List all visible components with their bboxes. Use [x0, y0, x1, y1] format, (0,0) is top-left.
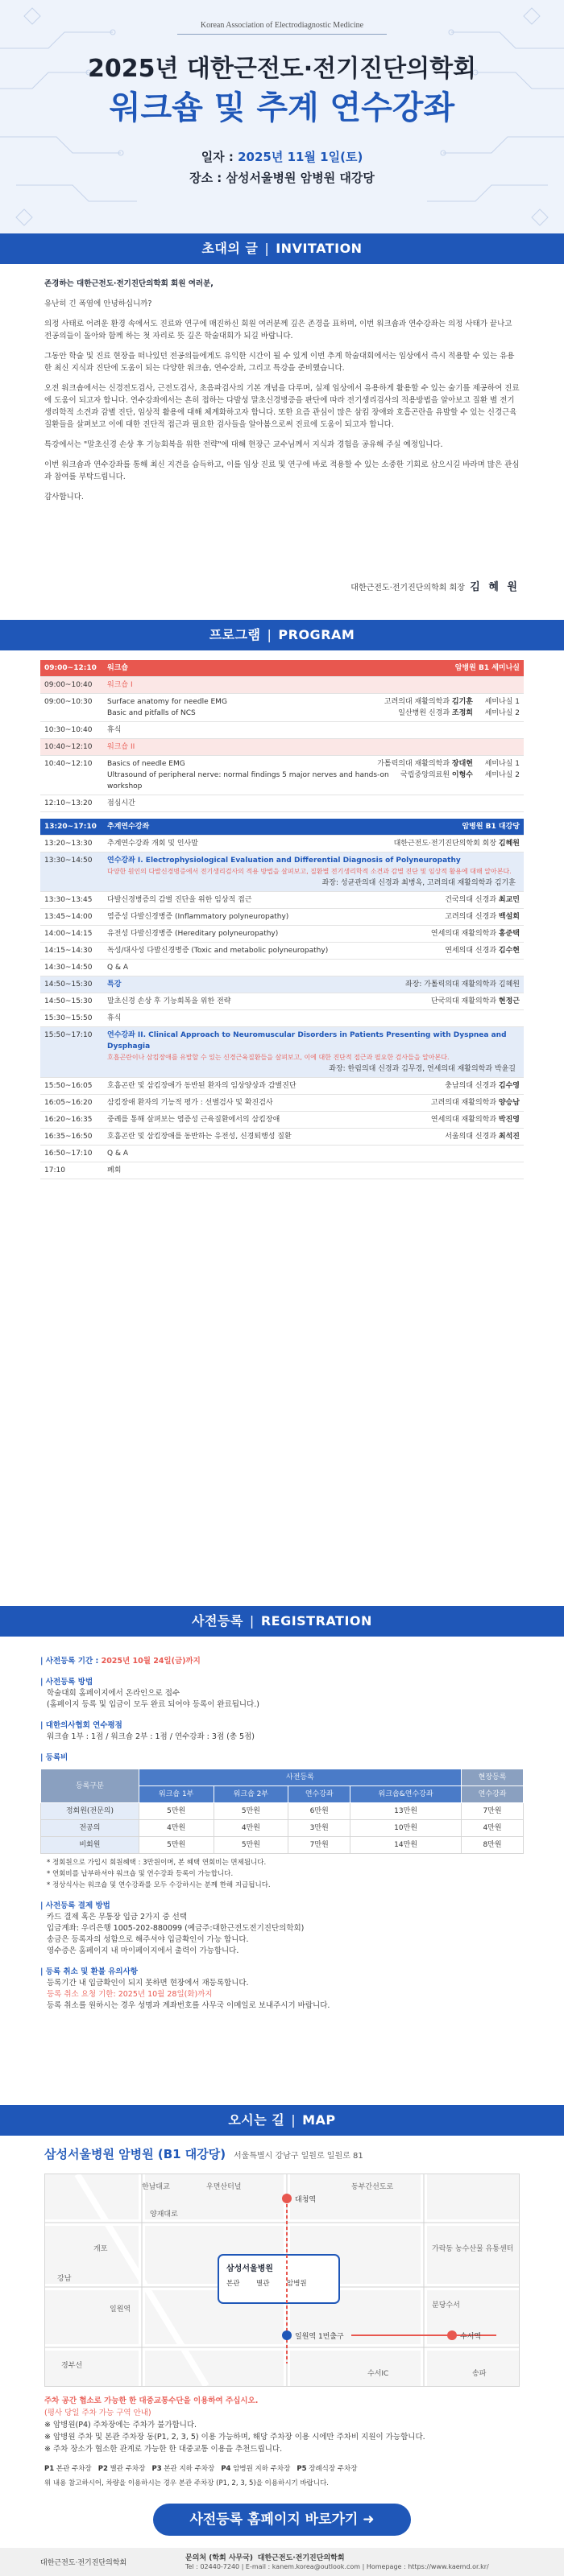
speaker-name: 김혜원 — [498, 840, 520, 848]
header-banner — [0, 0, 564, 233]
parking-line: 주차 공간 협소로 가능한 한 대중교통수단을 이용하여 주십시오. — [44, 2396, 259, 2405]
ilwon-marker — [282, 2330, 292, 2340]
column-header: 연수강좌 — [462, 1786, 524, 1803]
map-address: 서울특별시 강남구 일원로 일원로 81 — [234, 2152, 363, 2161]
time: 15:50~17:10 — [44, 1031, 93, 1039]
credit-text: 워크숍 1부 : 1점 / 워크숍 2부 : 1점 / 연수강좌 : 3점 (총 5점) — [47, 1732, 255, 1741]
cancel-line: 등록기간 내 입금확인이 되지 못하면 현장에서 재등록합니다. — [47, 1979, 249, 1988]
table-row — [41, 1837, 524, 1854]
lecture-title: 말초신경 손상 후 기능회복을 위한 전략 — [107, 997, 231, 1005]
speaker-name: 김수영 — [498, 1082, 520, 1090]
label-text: 사전등록 방법 — [45, 1678, 93, 1686]
speaker-affiliation: 연세의대 재활의학과 — [430, 1116, 497, 1124]
table-row — [40, 1010, 524, 1027]
time: 14:15~14:30 — [44, 947, 93, 955]
legend-text: 본관 주차장 — [56, 2465, 92, 2473]
legend-key: P4 — [221, 2465, 231, 2473]
lecture-title: 독성/대사성 다발신경병증 (Toxic and metabolic polyneuropathy) — [107, 947, 329, 955]
parking-line: ※ 암병원 주차 및 본관 주차장 동(P1, 2, 3, 5) 이용 가능하며, 해당 주차장 이용 시에만 주차비 지원이 가능합니다. — [44, 2433, 425, 2442]
lecture-title: 추계연수강좌 개회 및 인사말 — [107, 840, 198, 848]
section-title-en: MAP — [302, 2112, 336, 2128]
method-label: | 사전등록 방법 — [40, 1678, 93, 1686]
column-header: 연수강좌 — [288, 1786, 350, 1803]
cell: 5만원 — [139, 1837, 214, 1854]
parking-line: (평사 당일 주차 가능 구역 안내) — [44, 2409, 151, 2417]
session-items — [103, 694, 524, 721]
section-title: 초대의 글 — [201, 241, 259, 256]
period-value: 2025년 10월 24일(금)까지 — [101, 1657, 201, 1666]
speaker-name: 홍준택 — [498, 930, 520, 938]
lecture-title: 다발신경병증의 감별 진단을 위한 임상적 접근 — [107, 896, 252, 904]
table-row — [40, 1129, 524, 1146]
footer-tel: Tel : 02440-7240 | E-mail : kanem.korea@outlook.com | Homepage : https://www.kaemd.or.kr/ — [185, 2563, 489, 2570]
date-value: 2025년 11월 1일(토) — [238, 150, 363, 164]
room: 세미나실 2 — [484, 771, 520, 779]
time: 13:30~14:50 — [44, 857, 93, 865]
table-row — [40, 976, 524, 993]
signer-title: 대한근전도·전기진단의학회 회장 — [350, 584, 465, 592]
campus-legend — [44, 2463, 520, 2487]
room: 암병원 B1 세미나실 — [454, 664, 520, 672]
speaker-name: 장대현 — [451, 760, 473, 768]
time: 14:30~14:50 — [44, 964, 93, 972]
speaker-affiliation: 국립중앙의료원 — [400, 771, 450, 779]
column-header: 등록구분 — [41, 1769, 139, 1803]
pay-label: | 사전등록 결제 방법 — [40, 1901, 110, 1910]
table-row — [40, 1095, 524, 1112]
legend-p1 — [44, 2465, 92, 2473]
cell: 전공의 — [41, 1820, 139, 1837]
lecture-title: Surface anatomy for needle EMG — [107, 698, 227, 706]
area-map — [44, 2174, 520, 2387]
time: 09:00~10:30 — [44, 698, 93, 706]
paragraph: 감사합니다. — [44, 493, 84, 502]
legend-key: P1 — [44, 2465, 55, 2473]
map-label: 일원역 — [110, 2306, 131, 2314]
speaker-name: 김수현 — [498, 947, 520, 955]
break: 휴식 — [107, 1014, 122, 1022]
table-row — [40, 739, 524, 756]
pay-line: 입금계좌: 우리은행 1005-202-880099 (예금주:대한근전도전기진단의학회) — [47, 1924, 305, 1933]
lecture-title: 호흡곤란 및 삼킴장애가 동반된 환자의 임상양상과 감별진단 — [107, 1082, 297, 1090]
map-label: 수서역 — [460, 2333, 482, 2341]
column-header: 워크숍&연수강좌 — [350, 1786, 462, 1803]
cell: 4만원 — [139, 1820, 214, 1837]
lecture-title: 중례를 통해 살펴보는 염증성 근육질환에서의 삼킴장애 — [107, 1116, 280, 1124]
lecture-title: Ultrasound of peripheral nerve: normal findings 5 major nerves and hands-on workshop — [107, 771, 389, 791]
invitation-body — [44, 278, 520, 511]
speaker-affiliation: 건국의대 신경과 — [445, 896, 497, 904]
time: 15:50~16:05 — [44, 1082, 93, 1090]
map-label: 동부간선도로 — [351, 2183, 394, 2191]
cell: 6만원 — [288, 1803, 350, 1820]
paragraph: 의정 사태로 어려운 환경 속에서도 진료와 연구에 매진하신 회원 여러분께 깊은 존경을 표하며, 이번 워크숍과 연수강좌는 의정 사태가 끝나고 전공의들이 돌아와 함께 하는 첫 자리로 뜻 깊은 학술대회가 되길 바랍니다. — [44, 320, 512, 341]
session-title: 특강 — [107, 980, 122, 989]
map-label: 양재대로 — [150, 2211, 178, 2219]
program-table — [40, 660, 524, 1179]
cell: 5만원 — [214, 1803, 288, 1820]
lecture-title: 삼킴장애 환자의 기능적 평가 : 선별검사 및 확진검사 — [107, 1099, 273, 1107]
event-title-line1: 2025년 대한근전도·전기진단의학회 — [87, 55, 477, 83]
map-label: 한남대교 — [142, 2183, 170, 2191]
session-description: 다양한 원인의 다발신경병증에서 전기생리검사의 적용 방법을 살펴보고, 질환별 전기생리학적 소견과 감별 진단 및 임상적 활용에 대해 알아본다. — [107, 868, 512, 875]
credit-label: | 대한의사협회 연수평점 — [40, 1721, 122, 1730]
map-label: 삼성서울병원 — [226, 2264, 273, 2273]
chair: 좌장: 성균관의대 신경과 최병옥, 고려의대 재활의학과 김기훈 — [321, 879, 516, 887]
time: 09:00~12:10 — [44, 664, 97, 672]
closing: 폐회 — [107, 1166, 122, 1174]
speaker-name: 최석진 — [498, 1133, 520, 1141]
room: 세미나실 2 — [484, 709, 520, 717]
session-title: 연수강좌 I. Electrophysiological Evaluation and Differential Diagnosis of Polyneuropathy — [107, 857, 461, 865]
legend-text: 장례식장 주차장 — [309, 2465, 358, 2473]
cell: 비회원 — [41, 1837, 139, 1854]
table-row — [40, 1162, 524, 1179]
map-label: 가락동 농수산물 유통센터 — [432, 2245, 514, 2253]
speaker-name: 현정근 — [498, 997, 520, 1005]
legend-text: 본관 지하 주차장 — [164, 2465, 215, 2473]
paragraph: 그동안 학술 및 진료 현장을 떠나있던 전공의들에게도 유익한 시간이 될 수 있게 이번 추계 학술대회에서는 임상에서 즉시 적용할 수 있는 유용한 최신 지식과 진단에 도움이 되는 다양한 워크숍, 연수강좌, 그리고 특강을 준비했습니다. — [44, 352, 515, 373]
room: 세미나실 1 — [484, 698, 520, 706]
chair: 좌장: 한림의대 신경과 김무경, 연세의대 재활의학과 박윤길 — [329, 1065, 516, 1073]
session-title: 추계연수강좌 — [107, 823, 150, 831]
cell: 4만원 — [214, 1820, 288, 1837]
column-header: 사전등록 — [139, 1769, 461, 1786]
map-label: 송파 — [472, 2370, 487, 2378]
legend-p3 — [151, 2465, 214, 2473]
speaker-name: 박진영 — [498, 1116, 520, 1124]
time: 15:30~15:50 — [44, 1014, 93, 1022]
table-row — [40, 943, 524, 960]
map-label: 별관 — [256, 2280, 270, 2288]
venue-value: 삼성서울병원 암병원 대강당 — [226, 171, 375, 185]
parking-line: ※ 암병원(P4) 주차장에는 주차가 불가합니다. — [44, 2421, 197, 2429]
map-label: 대청역 — [295, 2196, 317, 2204]
speaker-affiliation: 연세의대 재활의학과 — [430, 930, 497, 938]
greeting: 존경하는 대한근전도·전기진단의학회 회원 여러분, — [44, 279, 214, 288]
map-label: 본관 — [226, 2280, 240, 2288]
room: 암병원 B1 대강당 — [462, 823, 520, 831]
column-header: 워크숍 1부 — [139, 1786, 214, 1803]
section-title-en: INVITATION — [276, 241, 363, 256]
time: 16:05~16:20 — [44, 1099, 93, 1107]
speaker-affiliation: 연세의대 신경과 — [445, 947, 497, 955]
table-row — [40, 1027, 524, 1078]
contact-org: 대한근전도·전기진단의학회 — [257, 2554, 345, 2562]
table-row — [40, 1112, 524, 1129]
section-title: 프로그램 — [209, 627, 261, 642]
table-row — [40, 960, 524, 976]
table-row — [40, 909, 524, 926]
event-info — [0, 147, 564, 188]
paragraph: 특강에서는 "말초신경 손상 후 기능회복을 위한 전략"에 대해 현장근 교수님께서 지식과 경험을 공유해 주실 예정입니다. — [44, 440, 443, 449]
cell: 3만원 — [288, 1820, 350, 1837]
qa: Q & A — [107, 1150, 128, 1158]
table-row — [40, 892, 524, 909]
time: 16:20~16:35 — [44, 1116, 93, 1124]
paragraph: 오전 워크숍에서는 신경전도검사, 근전도검사, 초음파검사의 기본 개념을 다루며, 실제 임상에서 유용하게 활용할 수 있는 술기를 제공하여 진료에 도움이 되고자 합니다. 연수강좌에서는 흔히 접하는 다발성 말초신경병증을 판단에 따라 전기생리검사의 적용방법을 알아보고 질환 별 전기생리학적 소견과 감별 진단, 임상적 활용에 대해 체계화하고자 합니다. 또한 요즘 관심이 많은 삼킴 장애와 호흡곤란을 유발할 수 있는 신경근육질환들을 살펴보고 이에 대한 진단적 접근과 필요한 검사들을 알아봄으로써 진료에 도움이 되고자 합니다. — [44, 384, 520, 429]
time: 10:40~12:10 — [44, 760, 93, 768]
table-row — [40, 836, 524, 852]
method-note: (홈페이지 등록 및 입금이 모두 완료 되어야 등록이 완료됩니다.) — [47, 1700, 260, 1709]
map-label: 분당수서 — [432, 2301, 460, 2310]
cell: 5만원 — [214, 1837, 288, 1854]
speaker-affiliation: 대한근전도·전기진단의학회 회장 — [393, 840, 497, 848]
time: 13:20~17:10 — [44, 823, 97, 831]
table-row — [40, 660, 524, 677]
section-header-program: 프로그램 | PROGRAM — [0, 620, 564, 650]
paragraph: 이번 워크숍과 연수강좌를 통해 최신 지견을 습득하고, 이를 임상 진료 및 연구에 바로 적용할 수 있는 소중한 기회로 삼으시길 바라며 많은 관심과 참여를 부탁드립니다. — [44, 460, 520, 481]
section-header-map: 오시는 길 | MAP — [0, 2105, 564, 2136]
cancel-line: 등록 취소 요청 기한: 2025년 10월 28일(화)까지 — [47, 1990, 213, 1999]
speaker-affiliation: 단국의대 재활의학과 — [430, 997, 497, 1005]
session-description: 호흡곤란이나 삼킴장애를 유발할 수 있는 신경근육질환들을 살펴보고, 이에 대한 진단적 접근과 필요한 검사들을 알아본다. — [107, 1054, 450, 1061]
table-row — [40, 1146, 524, 1162]
time: 10:30~10:40 — [44, 726, 93, 734]
cancel-line: 등록 취소를 원하시는 경우 성명과 계좌번호를 사무국 이메일로 보내주시기 바랍니다. — [47, 2001, 330, 2010]
label-text: 대한의사협회 연수평점 — [45, 1721, 122, 1730]
time: 12:10~13:20 — [44, 799, 93, 807]
area-map-graphic — [45, 2174, 519, 2386]
daecheong-marker — [282, 2194, 292, 2203]
table-row — [40, 694, 524, 722]
column-header: 현장등록 — [462, 1769, 524, 1786]
map-label: 우면산터널 — [206, 2183, 242, 2191]
lecture-title: 염증성 다발신경병증 (Inflammatory polyneuropathy) — [107, 913, 289, 921]
fee-label: | 등록비 — [40, 1753, 68, 1762]
label-text: 사전등록 결제 방법 — [45, 1901, 110, 1910]
speaker-name: 김기훈 — [451, 698, 473, 706]
label-text: 등록비 — [45, 1753, 68, 1762]
hospital-block — [218, 2255, 339, 2303]
legend-text: 암병원 지하 주차장 — [233, 2465, 291, 2473]
table-row — [41, 1803, 524, 1820]
venue-label: 장소 : — [189, 171, 222, 185]
speaker-affiliation: 고려의대 재활의학과 — [430, 1099, 497, 1107]
footer — [0, 2548, 564, 2576]
section-title-en: REGISTRATION — [260, 1613, 372, 1629]
button-label: 사전등록 홈페이지 바로가기 — [189, 2512, 359, 2528]
break: 휴식 — [107, 726, 122, 734]
session-block — [103, 852, 524, 891]
cancel-label: | 등록 취소 및 환불 유의사항 — [40, 1967, 138, 1976]
section-title: 오시는 길 — [228, 2112, 285, 2128]
cell: 정회원(전문의) — [41, 1803, 139, 1820]
speaker-affiliation: 가톨릭의대 재활의학과 — [377, 760, 450, 768]
time: 14:00~14:15 — [44, 930, 93, 938]
cell: 5만원 — [139, 1803, 214, 1820]
cell: 4만원 — [462, 1820, 524, 1837]
footer-org: 대한근전도·전기진단의학회 — [40, 2559, 127, 2567]
table-row — [40, 1078, 524, 1095]
section-header-invitation: 초대의 글 | INVITATION — [0, 233, 564, 264]
period-label: 사전등록 기간 : — [45, 1657, 99, 1666]
parking-line: ※ 주차 장소가 협소한 관계로 가능한 한 대중교통 이용을 추천드립니다. — [44, 2445, 283, 2454]
paragraph: 유난히 긴 폭염에 안녕하십니까? — [44, 299, 152, 308]
time: 16:50~17:10 — [44, 1150, 93, 1158]
fee-note: * 정상식사는 워크숍 및 연수강좌를 모두 수강하시는 분께 한해 지급됩니다. — [47, 1881, 271, 1889]
table-row — [40, 677, 524, 694]
divider — [177, 34, 387, 35]
date-label: 일자 : — [201, 150, 234, 164]
label-text: 등록 취소 및 환불 유의사항 — [45, 1967, 138, 1976]
fee-note: * 연회비를 납부하셔야 워크숍 및 연수강좌 등록이 가능합니다. — [47, 1870, 234, 1878]
time: 14:50~15:30 — [44, 980, 93, 989]
section-title: 사전등록 — [192, 1613, 243, 1629]
cell: 13만원 — [350, 1803, 462, 1820]
speaker-name: 백설희 — [498, 913, 520, 921]
pay-line: 영수증은 홈페이지 내 마이페이지에서 출력이 가능합니다. — [47, 1946, 239, 1955]
map-label: 강남 — [57, 2275, 72, 2283]
map-label: 암병원 — [287, 2280, 307, 2288]
signature — [44, 578, 520, 593]
lecture-title: Basic and pitfalls of NCS — [107, 709, 196, 717]
arrow-right-icon: ➜ — [363, 2512, 375, 2528]
map-venue: 삼성서울병원 암병원 (B1 대강당) — [44, 2147, 226, 2161]
session-title: 워크숍 — [107, 664, 129, 672]
speaker-affiliation: 서울의대 신경과 — [445, 1133, 497, 1141]
speaker-name: 이형수 — [451, 771, 473, 779]
section-header-registration: 사전등록 | REGISTRATION — [0, 1606, 564, 1637]
map-label: 일원역 1번출구 — [295, 2333, 344, 2341]
time: 13:20~13:30 — [44, 840, 93, 848]
legend-key: P5 — [297, 2465, 307, 2473]
legend-p2 — [98, 2465, 146, 2473]
contact-label: 문의처 (학회 사무국) — [185, 2554, 254, 2562]
session-title: 워크숍 II — [107, 743, 135, 751]
table-row — [40, 926, 524, 943]
speaker-name: 최교민 — [498, 896, 520, 904]
pay-line: 송금은 등록자의 성함으로 해주셔야 입금확인이 가능 합니다. — [47, 1935, 249, 1944]
time: 17:10 — [44, 1166, 65, 1174]
speaker-affiliation: 충남의대 신경과 — [445, 1082, 497, 1090]
cell: 8만원 — [462, 1837, 524, 1854]
speaker-affiliation: 일산병원 신경과 — [398, 709, 450, 717]
lecture-title: Basics of needle EMG — [107, 760, 185, 768]
parking-info — [44, 2395, 520, 2455]
event-title-line2: 워크숍 및 추계 연수강좌 — [109, 89, 455, 126]
lunch: 점심시간 — [107, 799, 135, 807]
session-title: 워크숍 I — [107, 681, 133, 689]
session-items — [103, 756, 524, 795]
campus-note: 위 내용 참고하시어, 차량을 이용하시는 경우 본관 주차장 (P1, 2, 3, 5)을 이용하시기 바랍니다. — [44, 2479, 329, 2487]
time: 13:45~14:00 — [44, 913, 93, 921]
time: 13:30~13:45 — [44, 896, 93, 904]
signer-name: 김 혜 원 — [470, 581, 520, 593]
speaker-affiliation: 고려의대 재활의학과 — [384, 698, 450, 706]
period: | 사전등록 기간 : 2025년 10월 24일(금)까지 — [40, 1657, 201, 1666]
speaker-name: 조정희 — [451, 709, 473, 717]
map-label: 수서IC — [367, 2370, 389, 2378]
section-title-en: PROGRAM — [278, 627, 355, 642]
legend-text: 별관 주차장 — [110, 2465, 146, 2473]
cell: 10만원 — [350, 1820, 462, 1837]
registration-homepage-button[interactable] — [153, 2504, 411, 2536]
cell: 7만원 — [462, 1803, 524, 1820]
cell: 7만원 — [288, 1837, 350, 1854]
table-row — [40, 722, 524, 739]
cell: 14만원 — [350, 1837, 462, 1854]
room: 세미나실 1 — [484, 760, 520, 768]
chair: 좌장: 가톨릭의대 재활의학과 김혜원 — [404, 980, 520, 989]
table-row — [40, 993, 524, 1010]
table-row — [40, 852, 524, 892]
method-text: 학술대회 홈페이지에서 온라인으로 접수 — [47, 1689, 180, 1698]
legend-key: P3 — [151, 2465, 162, 2473]
speaker-name: 양승남 — [498, 1099, 520, 1107]
table-row — [41, 1820, 524, 1837]
time: 14:50~15:30 — [44, 997, 93, 1005]
qa: Q & A — [107, 964, 128, 972]
legend-key: P2 — [97, 2465, 108, 2473]
table-row — [40, 756, 524, 795]
footer-contact — [185, 2552, 345, 2562]
speaker-affiliation: 고려의대 신경과 — [445, 913, 497, 921]
suseo-marker — [447, 2330, 457, 2340]
time: 09:00~10:40 — [44, 681, 93, 689]
map-label: 개포 — [93, 2245, 108, 2253]
lecture-title: 호흡곤란 및 삼킴장애를 동반하는 유전성, 신경퇴행성 질환 — [107, 1133, 292, 1141]
time: 16:35~16:50 — [44, 1133, 93, 1141]
session-title: 연수강좌 II. Clinical Approach to Neuromuscular Disorders in Patients Presenting with Dyspnea and Dysphagia — [107, 1031, 507, 1051]
fee-note: * 정회원으로 가입시 회원혜택 : 3만원이며, 본 혜택 연회비는 면제됩니다. — [47, 1859, 267, 1867]
fee-table — [40, 1769, 524, 1854]
column-header: 워크숍 2부 — [214, 1786, 288, 1803]
table-row — [40, 795, 524, 812]
pay-line: 카드 결제 혹은 무통장 입금 2가지 중 선택 — [47, 1913, 188, 1922]
association-name-en: Korean Association of Electrodiagnostic Medicine — [200, 21, 364, 30]
session-block — [103, 1027, 524, 1077]
table-row — [40, 819, 524, 836]
legend-p4 — [221, 2465, 290, 2473]
legend-p5 — [297, 2465, 357, 2473]
map-label: 경부선 — [61, 2362, 83, 2370]
registration-body — [40, 1646, 524, 2012]
lecture-title: 유전성 다발신경병증 (Hereditary polyneuropathy) — [107, 930, 279, 938]
time: 10:40~12:10 — [44, 743, 93, 751]
